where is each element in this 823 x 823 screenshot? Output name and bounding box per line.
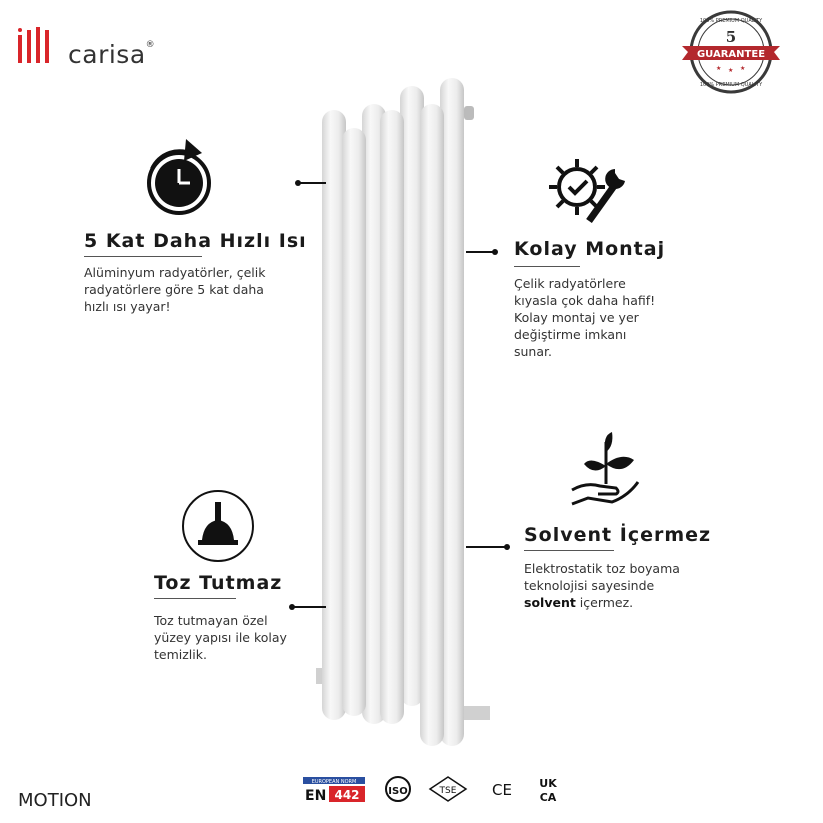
feature-desc-fast-heat: Alüminyum radyatörler, çelik radyatörlere göre 5 kat daha hızlı ısı yayar! — [84, 265, 266, 314]
feature-desc-solvent-free: Elektrostatik toz boyama teknolojisi sayesinde solvent içermez. — [524, 561, 680, 610]
svg-text:EUROPEAN NORM: EUROPEAN NORM — [311, 779, 357, 785]
connector-dot — [492, 249, 498, 255]
en442-cert-icon — [303, 775, 365, 803]
feature-title-fast-heat: 5 Kat Daha Hızlı Isı — [84, 230, 307, 252]
feature-title-easy-install: Kolay Montaj — [514, 238, 666, 260]
ukca-cert-icon — [533, 775, 563, 803]
connector-line — [292, 606, 326, 608]
connector-dot — [504, 544, 510, 550]
plant-hand-icon — [568, 430, 644, 510]
svg-text:CE: CE — [492, 781, 512, 799]
svg-text:EN: EN — [305, 788, 327, 803]
gear-wrench-icon — [545, 155, 629, 229]
guarantee-badge — [678, 8, 784, 96]
brand-name: carisa® — [68, 40, 156, 69]
connector-line — [298, 182, 326, 184]
svg-text:★: ★ — [716, 66, 722, 72]
product-name: MOTION — [18, 790, 92, 811]
connector-line — [466, 251, 494, 253]
svg-text:★: ★ — [740, 66, 746, 72]
radiator-image — [300, 70, 510, 760]
feature-underline — [524, 550, 614, 551]
feature-title-dust-free: Toz Tutmaz — [154, 572, 283, 594]
feature-desc-easy-install: Çelik radyatörlere kıyasla çok daha hafif! Kolay montaj ve yer değiştirme imkanı sunar. — [514, 276, 656, 359]
svg-text:UK: UK — [539, 777, 557, 790]
feature-underline — [514, 266, 580, 267]
clock-fast-icon — [144, 135, 214, 217]
svg-text:5: 5 — [725, 28, 737, 46]
feature-underline — [154, 598, 236, 599]
ce-cert-icon — [488, 775, 516, 803]
svg-text:ISO: ISO — [388, 786, 408, 797]
svg-text:★: ★ — [728, 68, 734, 74]
connector-line — [466, 546, 506, 548]
feature-title-solvent-free: Solvent İçermez — [524, 524, 712, 546]
svg-text:TSE: TSE — [439, 786, 457, 796]
svg-text:100% PREMIUM QUALITY: 100% PREMIUM QUALITY — [699, 82, 763, 88]
iso-cert-icon — [383, 775, 413, 803]
spatula-icon — [180, 488, 256, 564]
feature-desc-dust-free: Toz tutmayan özel yüzey yapısı ile kolay temizlik. — [154, 613, 287, 662]
feature-underline — [84, 256, 202, 257]
tse-cert-icon — [428, 775, 468, 803]
svg-text:100% PREMIUM QUALITY: 100% PREMIUM QUALITY — [699, 18, 763, 24]
svg-text:GUARANTEE: GUARANTEE — [696, 49, 766, 60]
brand-logo-icon — [18, 27, 58, 65]
svg-text:442: 442 — [334, 788, 360, 802]
svg-text:CA: CA — [539, 791, 557, 803]
